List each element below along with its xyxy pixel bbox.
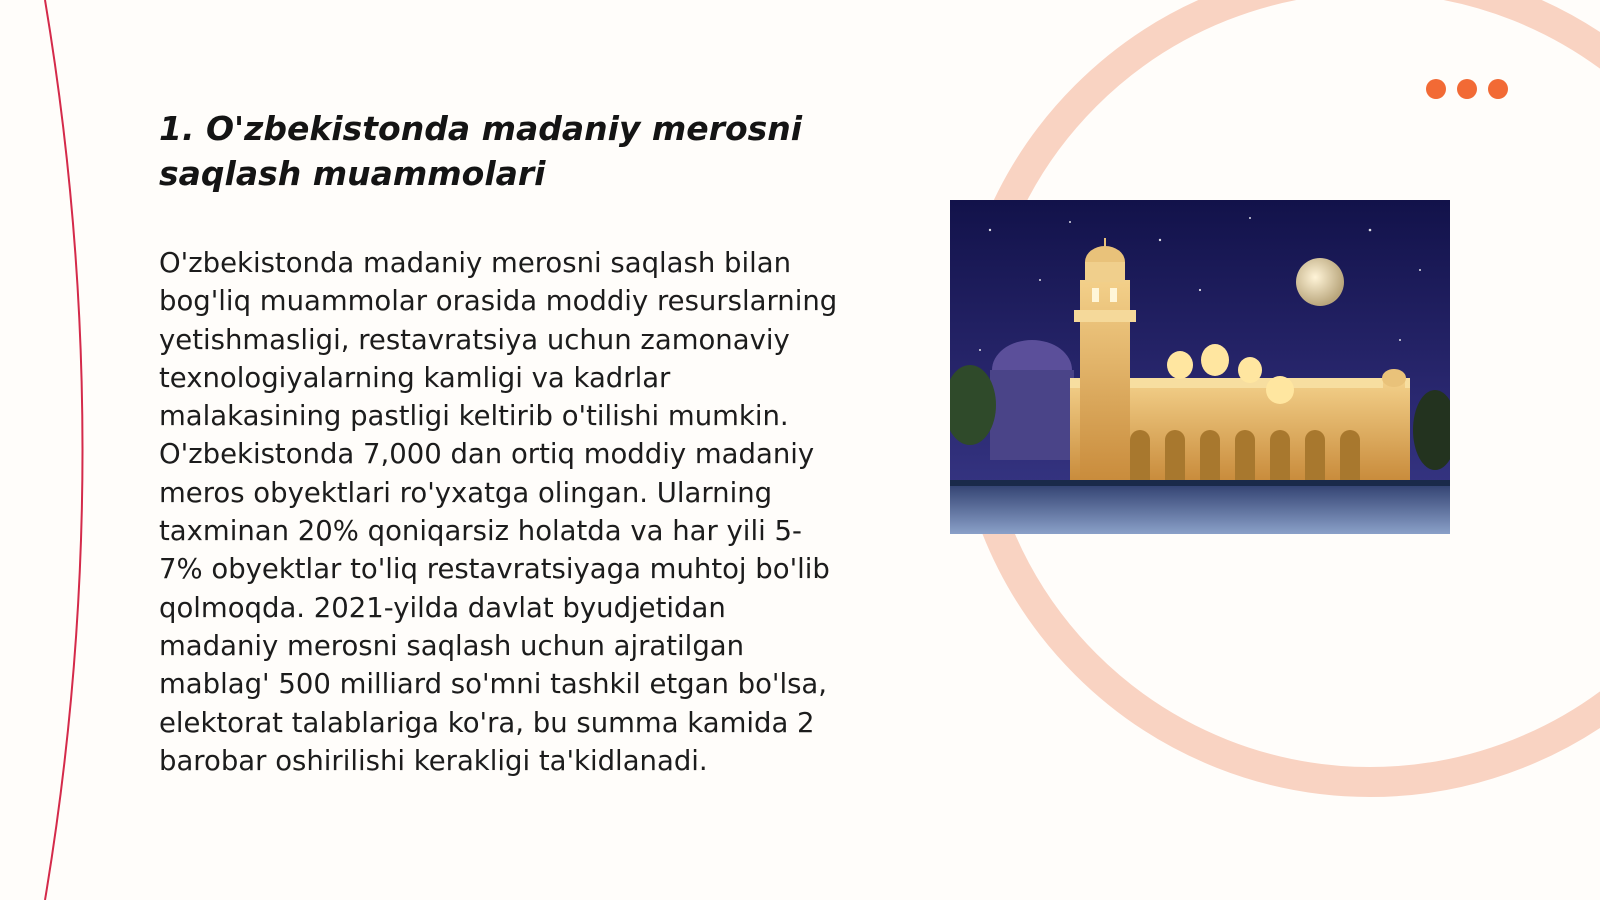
slide-body-text: O'zbekistonda madaniy merosni saqlash bilan bog'liq muammolar orasida moddiy resurslarning yetishmasligi, restavratsiya uchun zamonaviy texnologiyalarning kamligi va kadrlar malakasining pastligi keltirib o'tilishi mumkin. O'zbekistonda 7,000 dan ortiq moddiy madaniy meros obyektlari ro'yxatga olingan. Ularning taxminan 20% qoniqarsiz holatda va har yili 5-7% obyektlar to'liq restavratsiyaga muhtoj bo'lib qolmoqda. 2021-yilda davlat byudjetidan madaniy merosni saqlash uchun ajratilgan mablag' 500 milliard so'mni tashkil etgan bo'lsa, elektorat talablariga ko'ra, bu summa kamida 2 barobar oshirilishi kerakligi ta'kidlanadi. [159, 247, 838, 777]
moon [1296, 258, 1344, 306]
mosque-night-photo [950, 200, 1450, 534]
slide-title: 1. O'zbekistonda madaniy merosni saqlash muammolari [159, 109, 803, 193]
dot-icon [1457, 79, 1477, 99]
dot-icon [1426, 79, 1446, 99]
dots-menu-icon [1426, 79, 1508, 99]
dot-icon [1488, 79, 1508, 99]
left-accent-curve [45, 0, 83, 900]
